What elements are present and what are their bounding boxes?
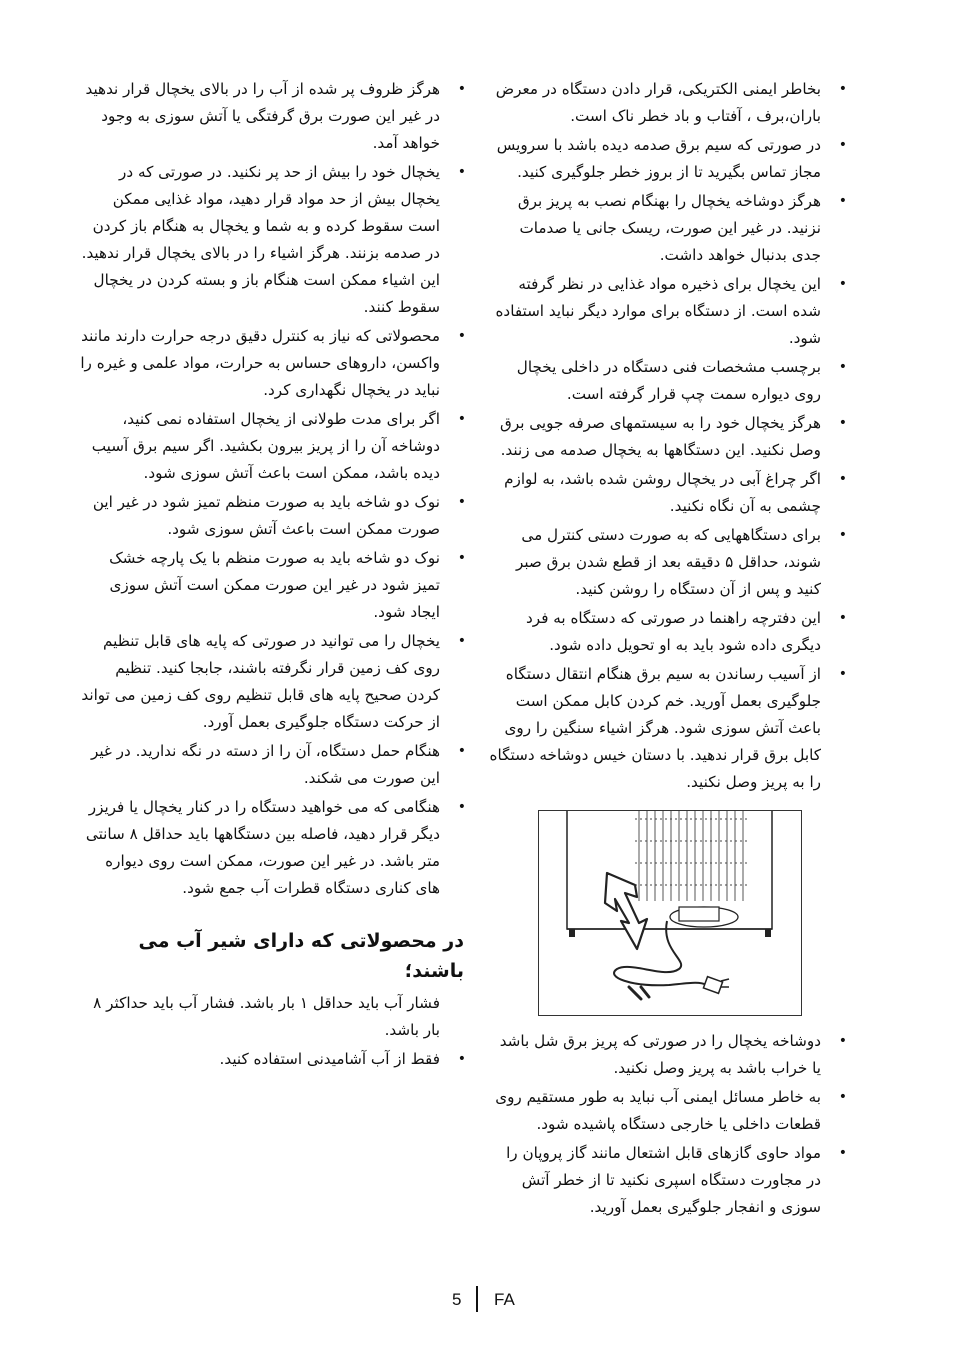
list-item: • نوک دو شاخه باید به صورت منظم تمیز شود در غیر این صورت ممکن است باعث آتش سوزی شود. [80,489,468,543]
footer-divider [476,1286,478,1312]
section-paragraph: فشار آب باید حداقل ۱ بار باشد. فشار آب باید حداکثر ۸ بار باشد. [93,994,440,1039]
list-item: • برای دستگاههایی که به صورت دستی کنترل می شوند، حداقل ۵ دقیقه بعد از قطع شدن برق صبر کنید و پس از آن دستگاه را روشن کنید. [489,522,849,603]
page-footer [0,1286,954,1316]
list-item: • هرگز ظروف پر شده از آب را در بالای یخچال قرار ندهید در غیر این صورت برق گرفتگی یا آتش سوزی به وجود خواهد آمد. [80,76,468,157]
language-code: FA [494,1290,515,1309]
list-item: • دوشاخه یخچال را در صورتی که پریز برق شل باشد یا خراب باشد به پریز وصل نکنید. [489,1028,849,1082]
list-item: • اگر برای مدت طولانی از یخچال استفاده نمی کنید، دوشاخه آن را از پریز بیرون بکشید. اگر سیم برق آسیب دیده باشد، ممکن است باعث آتش سوزی شود. [80,406,468,487]
section-heading: در محصولاتی که دارای شیر آب می باشند؛ [138,930,464,982]
list-item: • برچسب مشخصات فنی دستگاه در داخلی یخچال روی دیواره سمت چپ قرار گرفته است. [489,354,849,408]
list-item: • یخچال خود را بیش از حد پر نکنید. در صورتی که در یخچال بیش از حد مواد قرار دهید، مواد غذایی ممکن است سقوط کرده و به شما و یخچال به هنگام باز کردن در صدمه بزنند. هرگز اشیاء را در بالای یخچال قرار ندهید. این اشیاء ممکن است هنگام باز و بسته کردن در یخچال سقوط کنند. [80,159,468,321]
list-item: • بخاطر ایمنی الکتریکی، قرار دادن دستگاه در معرض باران،برف ، آفتاب و باد خطر ناک است. [489,76,849,130]
list-item: • هرگز یخچال خود را به سیستمهای صرفه جویی برق وصل نکنید. این دستگاهها به یخچال صدمه می زنند. [489,410,849,464]
list-item: • محصولاتی که نیاز به کنترل دقیق درجه حرارت دارند مانند واکسن، داروهای حساس به حرارت، مواد علمی و غیره را نباید در یخچال نگهداری کرد. [80,323,468,404]
section-bullet-list [80,1046,468,1073]
list-item: • از آسیب رساندن به سیم برق هنگام انتقال دستگاه جلوگیری بعمل آورید. خم کردن کابل ممکن است باعث آتش سوزی شود. هرگز اشیاء سنگین را روی کابل برق قرار ندهید. با دستان خیس دوشاخه دستگاه را به پریز وصل نکنید. [489,661,849,796]
list-item: • هنگامی که می خواهید دستگاه را در کنار یخچال یا فریزر دیگر قرار دهید، فاصله بین دستگاهها باید حداقل ۸ سانتی متر باشد. در غیر این صورت، ممکن است روی دیواره های کناری دستگاه قطرات آب جمع شود. [80,794,468,902]
list-item: • هنگام حمل دستگاه، آن را از دسته در نگه ندارید. در غیر این صورت می شکند. [80,738,468,792]
list-item: • این یخچال برای ذخیره مواد غذایی در نظر گرفته شده است. از دستگاه برای موارد دیگر نباید استفاده شود. [489,271,849,352]
left-column [80,76,468,1075]
fridge-cord-drawing [539,811,801,1015]
list-item: • مواد حاوی گازهای قابل اشتعال مانند گاز پروپان را در مجاورت دستگاه اسپری نکنید تا از خطر آتش سوزی و انفجار جلوگیری بعمل آورید. [489,1140,849,1221]
list-item: • در صورتی که سیم برق صدمه دیده باشد با سرویس مجاز تماس بگیرید تا از بروز خطر جلوگیری کنید. [489,132,849,186]
list-item: • یخچال را می توانید در صورتی که پایه های قابل تنظیم روی کف زمین قرار نگرفته باشند، جابجا کنید. تنظیم کردن صحیح پایه های قابل تنظیم روی کف زمین می تواند از حرکت دستگاه جلوگیری بعمل آورد. [80,628,468,736]
list-item: • به خاطر مسائل ایمنی آب نباید به طور مستقیم روی قطعات داخلی یا خارجی دستگاه پاشیده شود. [489,1084,849,1138]
list-item: • فقط از آب آشامیدنی استفاده کنید. [80,1046,468,1073]
power-cord-illustration [538,810,802,1016]
right-column [489,76,849,1223]
list-item: • نوک دو شاخه باید به صورت منظم با یک پارچه خشک تمیز شود در غیر این صورت ممکن است آتش سوزی ایجاد شود. [80,545,468,626]
page-number: 5 [452,1290,462,1309]
right-bullet-list-top [489,76,849,796]
right-bullet-list-bottom [489,1028,849,1221]
list-item: • این دفترچه راهنما در صورتی که دستگاه به فرد دیگری داده شود باید به او تحویل داده شود. [489,605,849,659]
left-bullet-list [80,76,468,902]
list-item: • اگر چراغ آبی در یخچال روشن شده باشد، به لوازم چشمی به آن نگاه نکنید. [489,466,849,520]
list-item: • هرگز دوشاخه یخچال را بهنگام نصب به پریز برق نزنید. در غیر این صورت، ریسک جانی یا صدمات جدی بدنبال خواهد داشت. [489,188,849,269]
